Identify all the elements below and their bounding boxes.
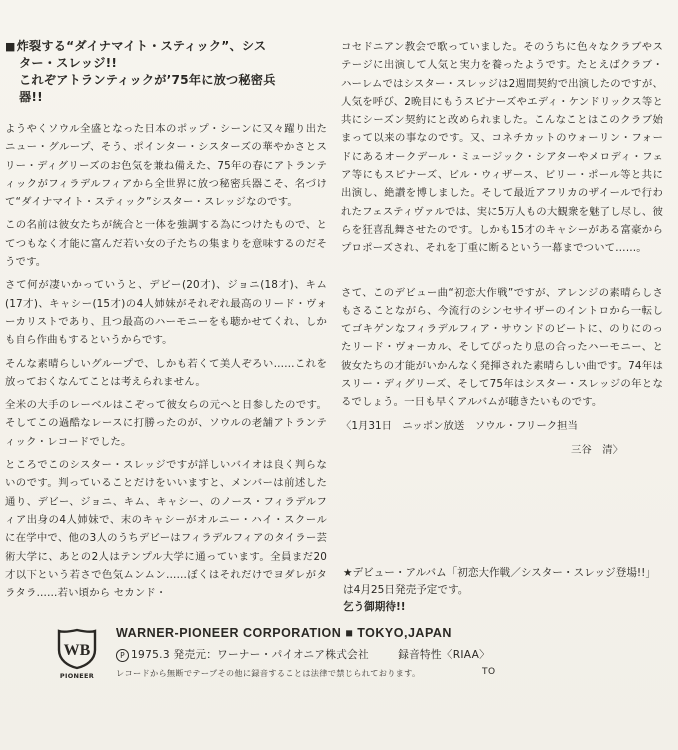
paragraph: ようやくソウル全盛となった日本のポップ・シーンに又々躍り出たニュー・グループ、そう、ポインター・シスターズの華やかさとスリー・ディグリーズのお色気を兼ね備えた、75年の春にアトランティックがフィラデルフィアから全世界に放つ秘密兵器こそ、名づけて“ダイナマイト・スティック”シスター・スレッジなのです。 <box>5 123 327 209</box>
headline-line-2: ター・スレッジ!! <box>19 56 118 70</box>
paragraph: この名前は彼女たちが統合と一体を強調する為につけたもので、とてつもなく才能に富んだ若い女の子たちの集まりを意味するのだそうです。 <box>5 219 327 269</box>
wb-shield-logo-icon <box>56 628 98 670</box>
release-line <box>116 647 490 662</box>
headline-line-4: 器!! <box>19 90 43 104</box>
left-column <box>5 38 327 607</box>
notice-line-1: ★デビュー・アルバム「初恋大作戦／シスター・スレッジ登場!!」は4月25日発売予定です。 <box>343 567 657 596</box>
paragraph: コセドニアン教会で歌っていました。そのうちに色々なクラブやステージに出演して人気と実力を養ったようです。たとえばクラブ・ハーレムではシスター・スレッジは2週間契約で出演したのですが、人気を呼び、2晩目にもうスピナーズやエディ・ケンドリックス等と共にシーズン契約にと改められました。こんなことはこのクラブ始まって以来の事なのです。又、コネチカットのウォーリン・フォードにあるオークデール・ミュージック・シアターやメロディ・フェア等にもスピナーズ、ビル・ウィザース、ビリー・ポール等と共に出演し、絶讃を博しました。そして最近アフリカのザイールで行われたフェスティヴァルでは、実に5万人もの大観衆を魅了し尽し、彼らを狂喜乱舞させたのです。しかも15才のキャシーがある富豪からプロポーズされ、それを丁重に断るという一幕までついて……。 <box>341 41 663 255</box>
corporation-name: WARNER-PIONEER CORPORATION ■ TOKYO,JAPAN <box>116 626 452 640</box>
to-mark: TO <box>482 667 496 677</box>
riaa-curve: 録音特性〈RIAA〉 <box>398 649 491 661</box>
paragraph: ところでこのシスター・スレッジですが詳しいバイオは良く判らないのです。判っていることだけをいいますと、メンバーは前述した通り、デビー、ジョニ、キム、キャシー、のノース・フィラデルフィア出身の4人姉妹で、末のキャシーがオルニー・ハイ・スクールに在学中で、他の3人のうちデビーはフィラデルフィアのタイラー芸術大学に、あとの2人はテンプル大学に通っています。全員まだ20才以下という若さで色気ムンムン……ぼくはそれだけでヨダレがタラタラ……若い頃から セカンド・ <box>5 459 327 600</box>
square-bullet-icon: ■ <box>5 40 16 53</box>
headline-line-1: ■炸裂する“ダイナマイト・スティック”、シス <box>5 39 267 53</box>
logo-caption: PIONEER <box>59 672 95 680</box>
notice-line-2: 乞う御期待!! <box>343 601 406 613</box>
svg-text:WB: WB <box>63 642 91 659</box>
credit-line: 〈1月31日 ニッポン放送 ソウル・フリーク担当 <box>341 419 578 432</box>
paragraph: 全米の大手のレーベルはこぞって彼女らの元へと日参したのです。そしてこの過酷なレースに打勝ったのが、ソウルの老舗アトランティック・レコードでした。 <box>5 399 327 448</box>
right-column <box>341 38 663 456</box>
legal-notice: レコードから無断でテープその他に録音することは法律で禁じられております。 <box>116 668 421 678</box>
seller-name: 発売元：ワーナー・パイオニア株式会社 <box>173 649 369 661</box>
paragraph: そんな素晴らしいグループで、しかも若くて美人ぞろい……これを放っておくなんてことは考えられません。 <box>5 357 327 388</box>
headline-line-3: これぞアトランティックが’75年に放つ秘密兵 <box>19 73 276 87</box>
paragraph: さて何が凄いかっていうと、デビー(20才)、ジョニ(18才)、キム(17才)、キャシー(15才)の4人姉妹がそれぞれ最高のリード・ヴォーカリストであり、且つ最高のハーモニーをも聴かせてくれ、しかも自ら作曲もするというからです。 <box>5 279 327 347</box>
headline <box>5 38 327 106</box>
album-notice <box>343 565 663 616</box>
credit-name: 三谷 清〉 <box>571 443 623 456</box>
release-year: 1975.3 <box>131 649 170 661</box>
phonogram-p-icon: P <box>116 649 129 662</box>
paragraph: さて、このデビュー曲“初恋大作戦”ですが、アレンジの素晴らしさもさることながら、今流行のシンセサイザーのイントロから一転してゴキゲンなフィラデルフィア・サウンドのビートに、のりにのったリード・ヴォーカル、そしてぴったり息の合ったハーモニー、と彼女たちの才能がいかんなく発揮された素晴らしい曲です。74年はスリー・ディグリーズ、そして75年はシスター・スレッジの年となるでしょう。一日も早くアルバムが聴きたいものです。 <box>341 286 663 409</box>
